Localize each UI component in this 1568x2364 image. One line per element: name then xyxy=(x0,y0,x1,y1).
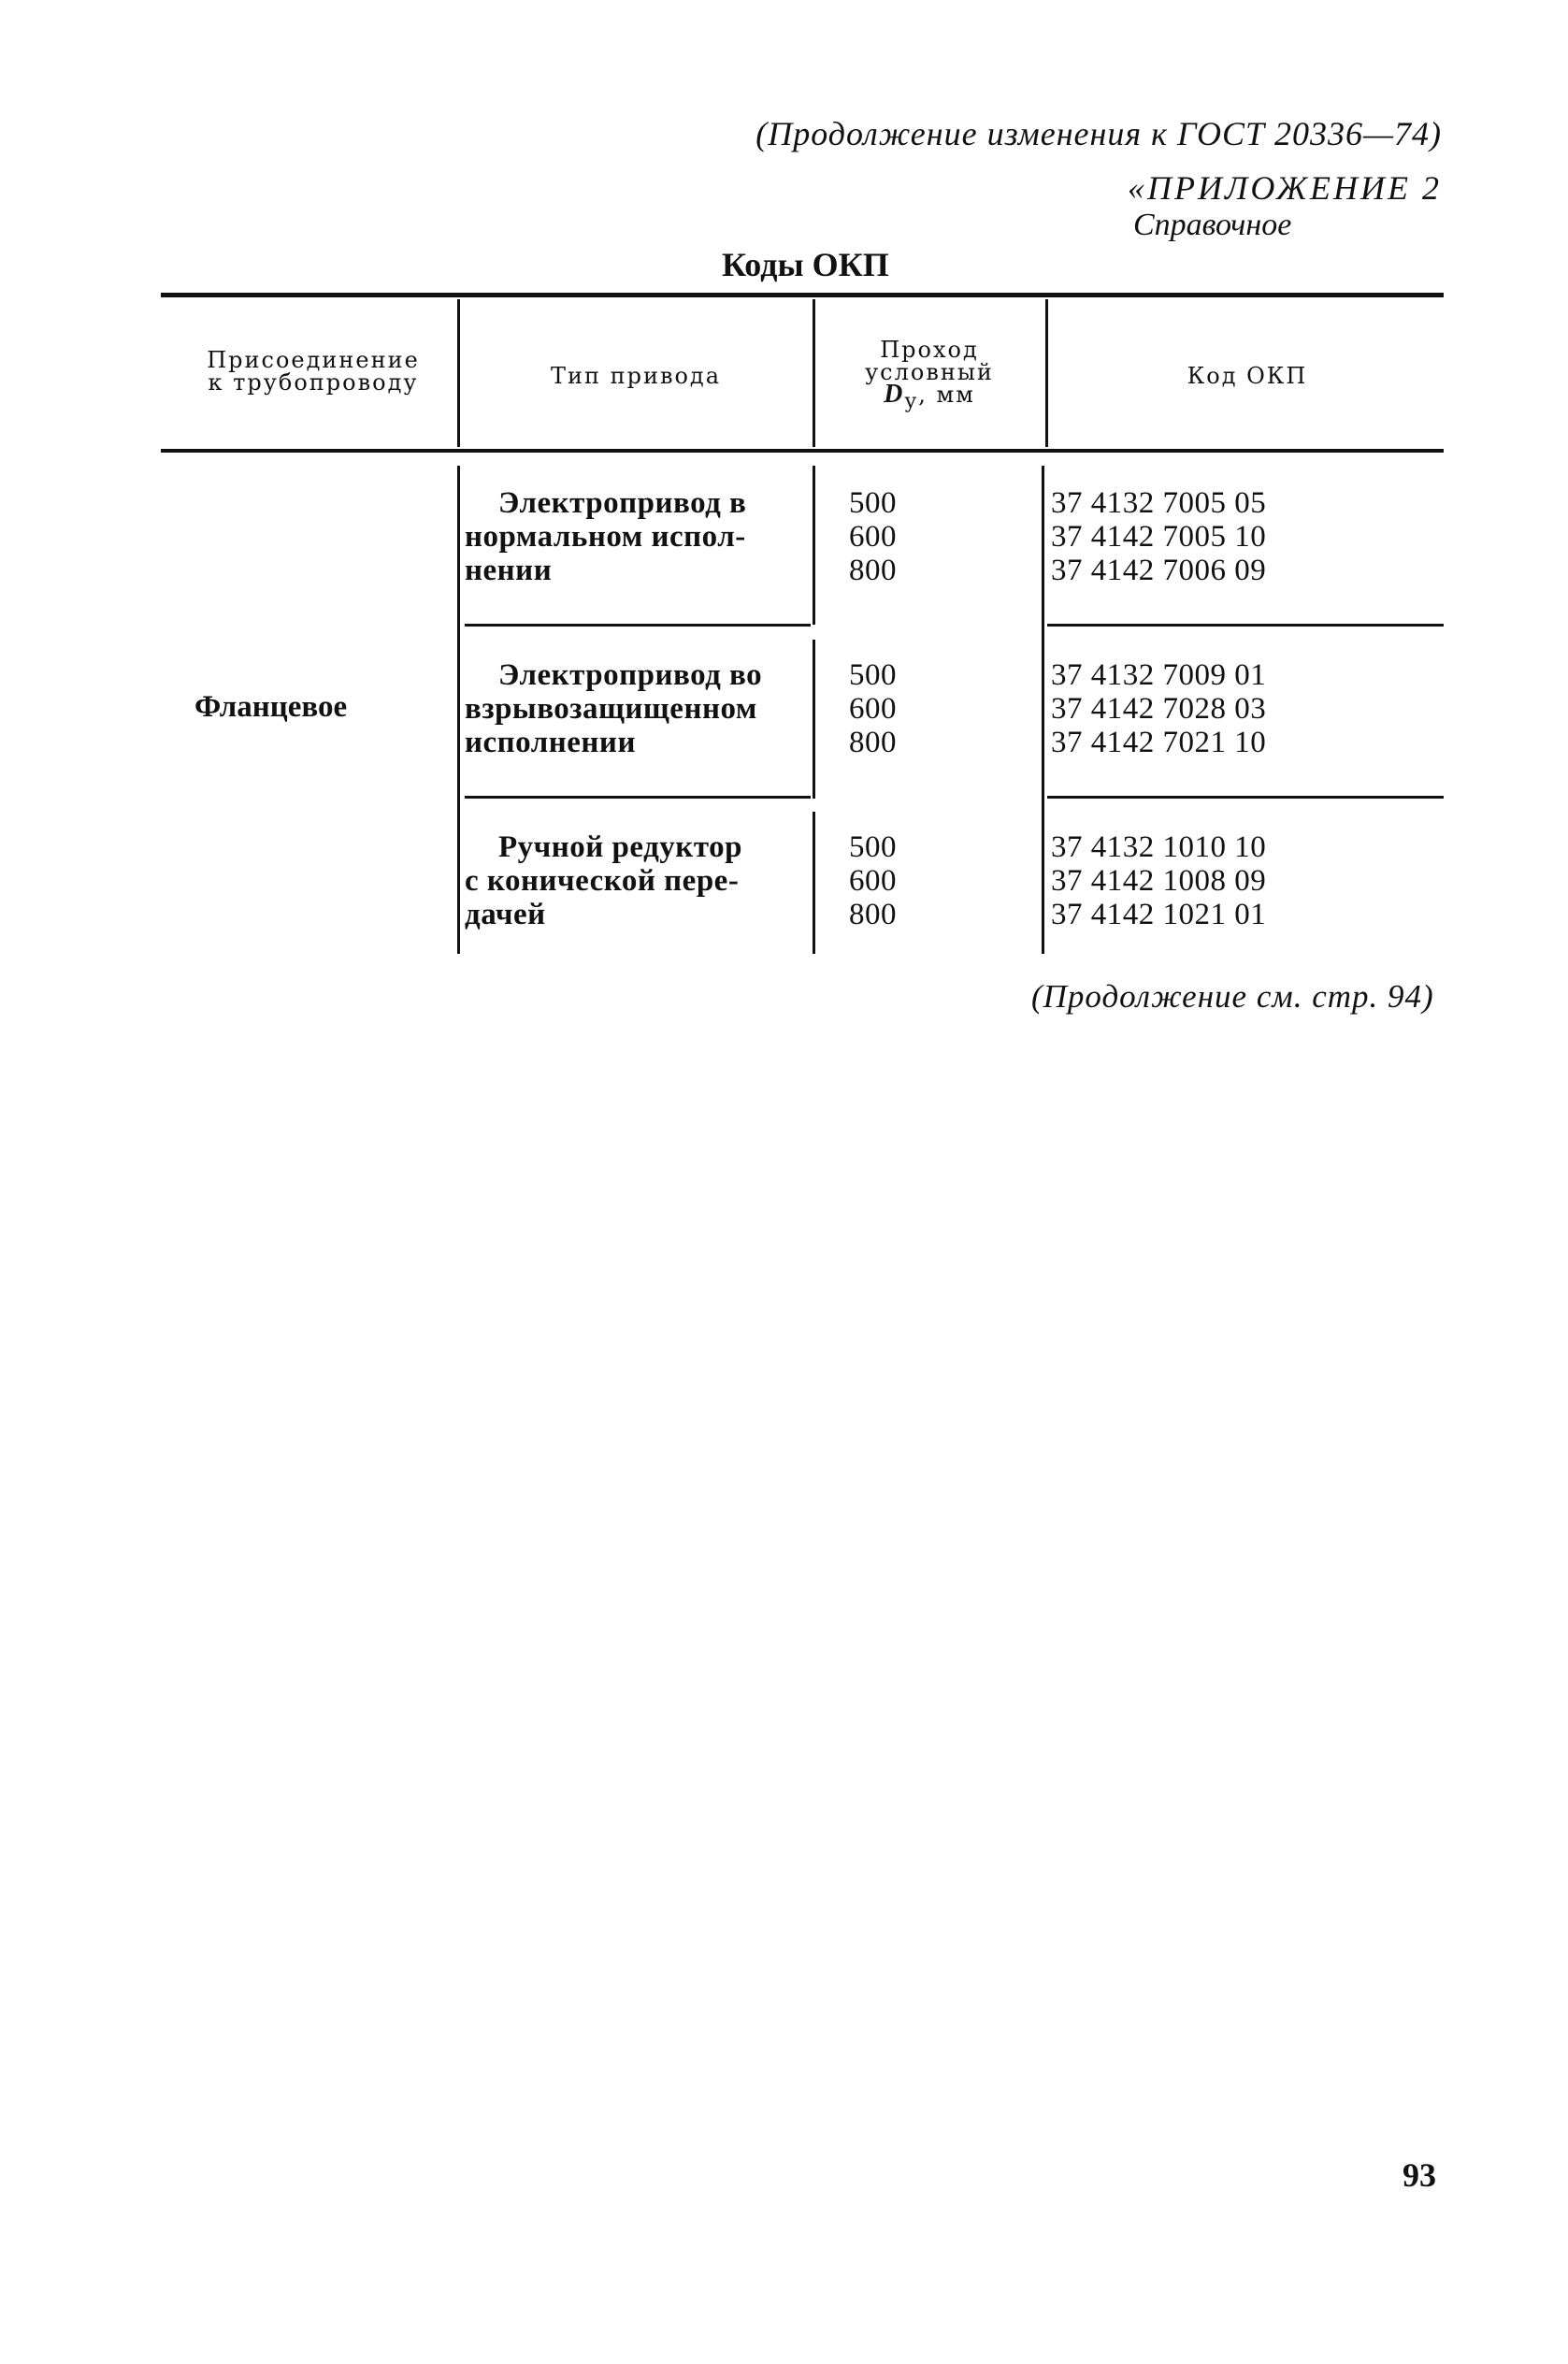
header-bore xyxy=(819,339,1040,413)
connection-type: Фланцевое xyxy=(194,690,348,724)
okp-code: 37 4132 1010 10 xyxy=(1051,830,1267,864)
group-separator-1b xyxy=(1047,624,1444,627)
bore-value: 600 xyxy=(849,692,897,726)
okp-code: 37 4132 7009 01 xyxy=(1051,658,1267,692)
bore-value: 800 xyxy=(849,554,897,587)
drive-type-3-line3: дачей xyxy=(465,898,546,931)
okp-code: 37 4142 1008 09 xyxy=(1051,864,1267,898)
body-divider-1 xyxy=(457,466,460,954)
drive-type-2-line2: взрывозащищенном xyxy=(465,692,757,726)
page-number: 93 xyxy=(1403,2156,1436,2194)
okp-code: 37 4132 7005 05 xyxy=(1051,486,1267,520)
table-top-border xyxy=(161,293,1444,297)
drive-type-2-line1: Электропривод во xyxy=(498,658,763,692)
group-separator-1a xyxy=(465,624,811,627)
okp-code: 37 4142 7006 09 xyxy=(1051,554,1267,587)
bore-values-2 xyxy=(849,658,897,759)
table-header-border xyxy=(161,449,1444,453)
okp-code: 37 4142 7028 03 xyxy=(1051,692,1267,726)
bore-value: 800 xyxy=(849,898,897,931)
bore-symbol: D xyxy=(884,380,905,409)
drive-type-1-line3: нении xyxy=(465,554,553,587)
group-separator-2b xyxy=(1047,796,1444,799)
bore-values-3 xyxy=(849,830,897,931)
drive-type-1-line1: Электропривод в xyxy=(498,486,747,520)
drive-type-3 xyxy=(465,830,742,931)
header-divider-3 xyxy=(1045,299,1048,447)
body-divider-3 xyxy=(1042,466,1044,954)
okp-code: 37 4142 7005 10 xyxy=(1051,520,1267,554)
table-title: Коды ОКП xyxy=(722,246,889,283)
continuation-header: (Продолжение изменения к ГОСТ 20336—74) xyxy=(755,115,1442,152)
header-connection-line1: Присоединение xyxy=(207,347,420,373)
appendix-subtitle: Справочное xyxy=(1133,208,1292,242)
drive-type-3-line1: Ручной редуктор xyxy=(498,830,742,864)
drive-type-1-line2: нормальном испол- xyxy=(465,520,746,554)
header-bore-line2: условный xyxy=(865,359,994,385)
header-connection-line2: к трубопроводу xyxy=(208,369,419,396)
body-divider-2c xyxy=(813,812,815,954)
okp-codes-1 xyxy=(1051,486,1266,587)
header-bore-line1: Проход xyxy=(880,337,979,363)
bore-value: 800 xyxy=(849,726,897,759)
drive-type-3-line2: с конической пере- xyxy=(465,864,740,898)
drive-type-2 xyxy=(465,658,762,759)
bore-value: 500 xyxy=(849,658,897,692)
bore-subscript: у xyxy=(904,389,919,413)
header-divider-2 xyxy=(813,299,815,447)
okp-codes-3 xyxy=(1051,830,1266,931)
okp-code: 37 4142 7021 10 xyxy=(1051,726,1267,759)
bore-value: 600 xyxy=(849,520,897,554)
header-divider-1 xyxy=(457,299,460,447)
body-divider-2a xyxy=(813,466,815,625)
bore-unit: , мм xyxy=(918,382,975,408)
bore-values-1 xyxy=(849,486,897,587)
bore-value: 600 xyxy=(849,864,897,898)
okp-code: 37 4142 1021 01 xyxy=(1051,898,1267,931)
bore-value: 500 xyxy=(849,830,897,864)
drive-type-1 xyxy=(465,486,746,587)
bore-value: 500 xyxy=(849,486,897,520)
appendix-title: «ПРИЛОЖЕНИЕ 2 xyxy=(1128,169,1442,207)
header-connection xyxy=(178,349,449,394)
body-divider-2b xyxy=(813,640,815,799)
group-separator-2a xyxy=(465,796,811,799)
continuation-footer: (Продолжение см. стр. 94) xyxy=(1031,978,1434,1015)
header-code: Код ОКП xyxy=(1187,363,1308,389)
okp-codes-2 xyxy=(1051,658,1266,759)
header-drive: Тип привода xyxy=(550,363,722,389)
drive-type-2-line3: исполнении xyxy=(465,726,636,759)
header-bore-line3 xyxy=(819,380,1040,413)
